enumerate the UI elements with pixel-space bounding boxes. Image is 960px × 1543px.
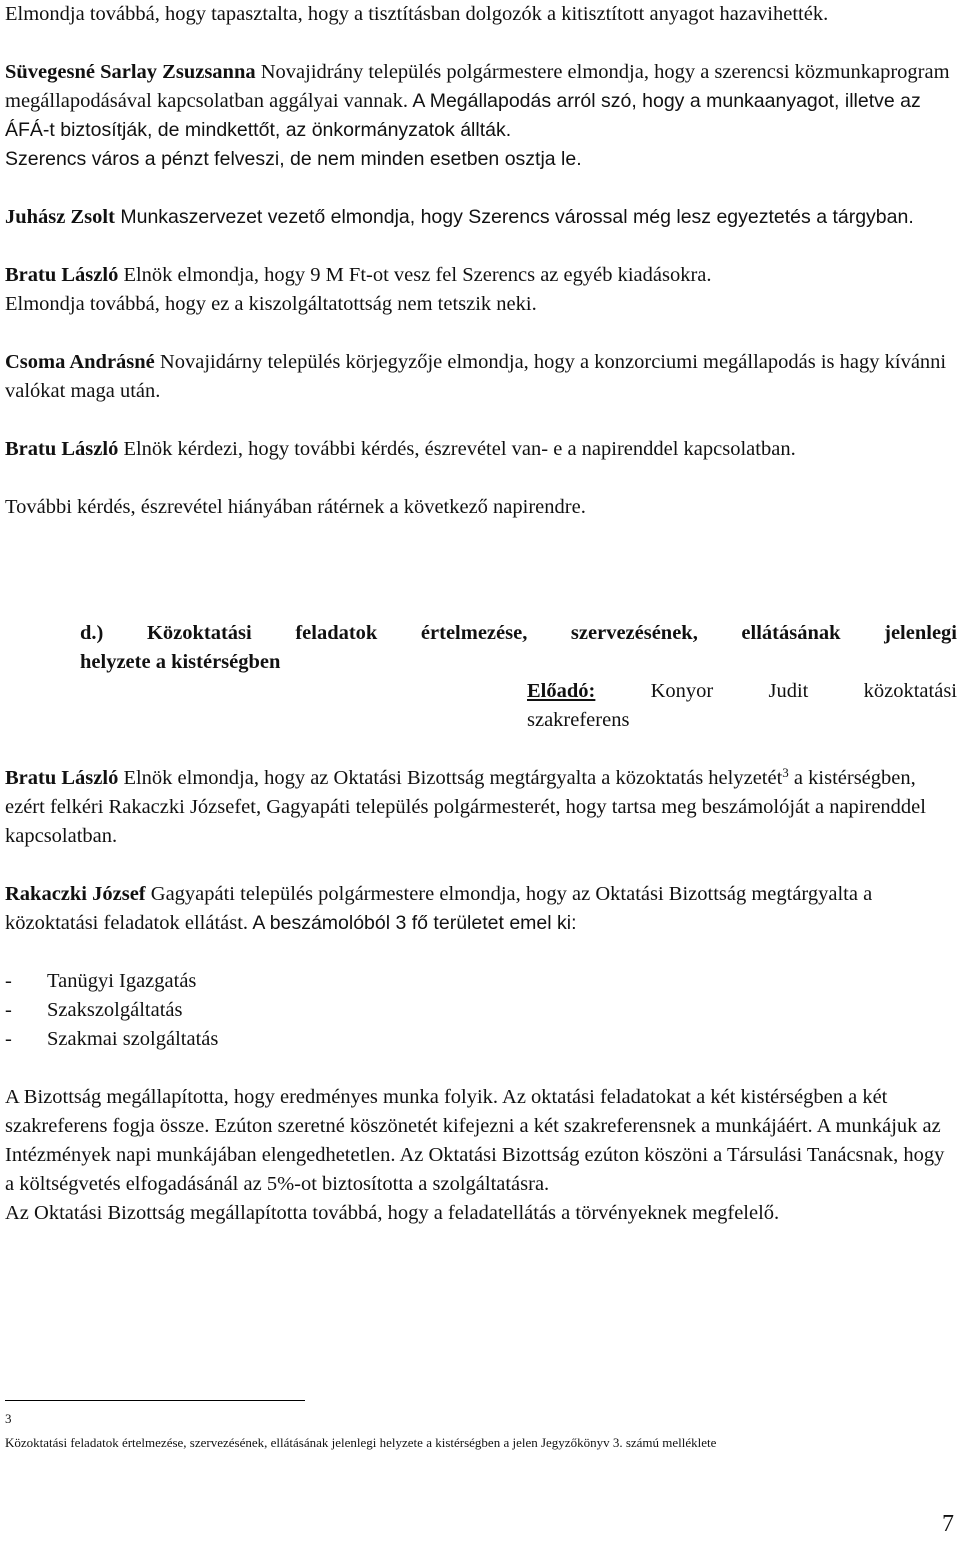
presenter-name: Konyor Judit közoktatási [595,680,957,702]
paragraph-text: Elnök kérdezi, hogy további kérdés, észrevétel van- e a napirenddel kapcsolatban. [118,438,796,460]
footnote-separator [5,1400,305,1401]
presenter-label: Előadó: [527,680,596,702]
list-item-label: Szakszolgáltatás [47,999,183,1021]
paragraph-3 [5,203,957,232]
presenter-title: szakreferens [527,709,630,731]
speaker-name: Süvegesné Sarlay Zsuzsanna [5,61,256,83]
paragraph-text: Novajidárny település körjegyzője elmondja, hogy a konzorciumi megállapodás is hagy kívánni valókat maga után. [5,351,947,402]
list-item [5,1025,957,1054]
topic-list [5,967,957,1054]
page-number: 7 [942,1511,954,1537]
speaker-name: Bratu László [5,767,119,789]
paragraph-text: Elnök elmondja, hogy 9 M Ft-ot vesz fel Szerencs az egyéb kiadásokra. [118,264,712,286]
speaker-name: Bratu László [5,438,119,460]
list-item-label: Szakmai szolgáltatás [47,1028,219,1050]
paragraph-1: Elmondja továbbá, hogy tapasztalta, hogy a tisztításban dolgozók a kitisztított anyagot hazavihették. [5,3,829,25]
list-dash: - [5,999,12,1021]
paragraph-text: Szerencs város a pénzt felveszi, de nem minden esetben osztja le. [5,148,582,170]
list-dash: - [5,970,12,992]
list-item-label: Tanügyi Igazgatás [47,970,197,992]
paragraph-10: A Bizottság megállapította, hogy eredményes munka folyik. Az oktatási feladatokat a két kistérségben a két szakreferens fogja össze. Ezúton szeretné köszönetét kifejezni a két szakreferensnek a munkájáért. A munkájuk az Intézmények napi munkájában elengedhetetlen. Az Oktatási Bizottság ezúton köszöni a Társulási Tanácsnak, hogy a költségvetés elfogadásánál az 5%-ot biztosította a szolgáltatásra. [5,1086,945,1195]
footnote [5,1410,716,1452]
paragraph-11: Az Oktatási Bizottság megállapította továbbá, hogy a feladatellátás a törvényeknek megfelelő. [5,1202,780,1224]
speaker-name: Bratu László [5,264,119,286]
paragraph-text: a kistérségben, ezért felkéri Rakaczki Józsefet, Gagyapáti település polgármesterét, hogy tartsa meg beszámolóját a napirenddel kapcsolatban. [5,767,926,847]
footnote-number: 3 [5,1411,12,1426]
footnote-text: Közoktatási feladatok értelmezése, szervezésének, ellátásának jelenlegi helyzete a kistérségben a jelen Jegyzőkönyv 3. számú melléklete [5,1435,717,1450]
document-page [5,0,957,1228]
footnote-ref: 3 [782,765,789,780]
paragraph-4 [5,261,957,319]
paragraph-2 [5,58,957,174]
paragraph-text: A beszámolóból 3 fő területet emel ki: [248,912,577,934]
paragraph-text: Elnök elmondja, hogy az Oktatási Bizottság megtárgyalta a közoktatás helyzetét [118,767,783,789]
paragraph-7: További kérdés, észrevétel hiányában rátérnek a következő napirendre. [5,496,586,518]
presenter-line [527,677,957,706]
paragraph-text: Elmondja továbbá, hogy ez a kiszolgáltatottság nem tetszik neki. [5,293,537,315]
speaker-name: Csoma Andrásné [5,351,155,373]
paragraph-text: Novajidrány település polgármestere elmondja, hogy a szerencsi közmunkaprogram megállapodásával kapcsolatban aggályai vannak. [5,61,950,112]
paragraph-text: Gagyapáti település polgármestere elmondja, hogy az Oktatási Bizottság megtárgyalta a közoktatási feladatok ellátást. [5,883,873,934]
paragraph-5 [5,348,957,406]
speaker-name: Rakaczki József [5,883,146,905]
section-heading-line2: helyzete a kistérségben [80,651,281,673]
speaker-name: Juhász Zsolt [5,206,115,228]
list-item [5,967,957,996]
paragraph-8 [5,764,957,851]
paragraph-text: A Megállapodás arról szó, hogy a munkaanyagot, illetve az ÁFÁ-t biztosítják, de mindkettőt, az önkormányzatok állták. [5,90,921,141]
paragraph-text: Munkaszervezet vezető elmondja, hogy Szerencs várossal még lesz egyeztetés a tárgyban. [114,206,914,228]
paragraph-9 [5,880,957,938]
section-heading: d.) Közoktatási feladatok értelmezése, szervezésének, ellátásának jelenlegi [80,622,957,644]
paragraph-6 [5,435,957,464]
list-item [5,996,957,1025]
list-dash: - [5,1028,12,1050]
